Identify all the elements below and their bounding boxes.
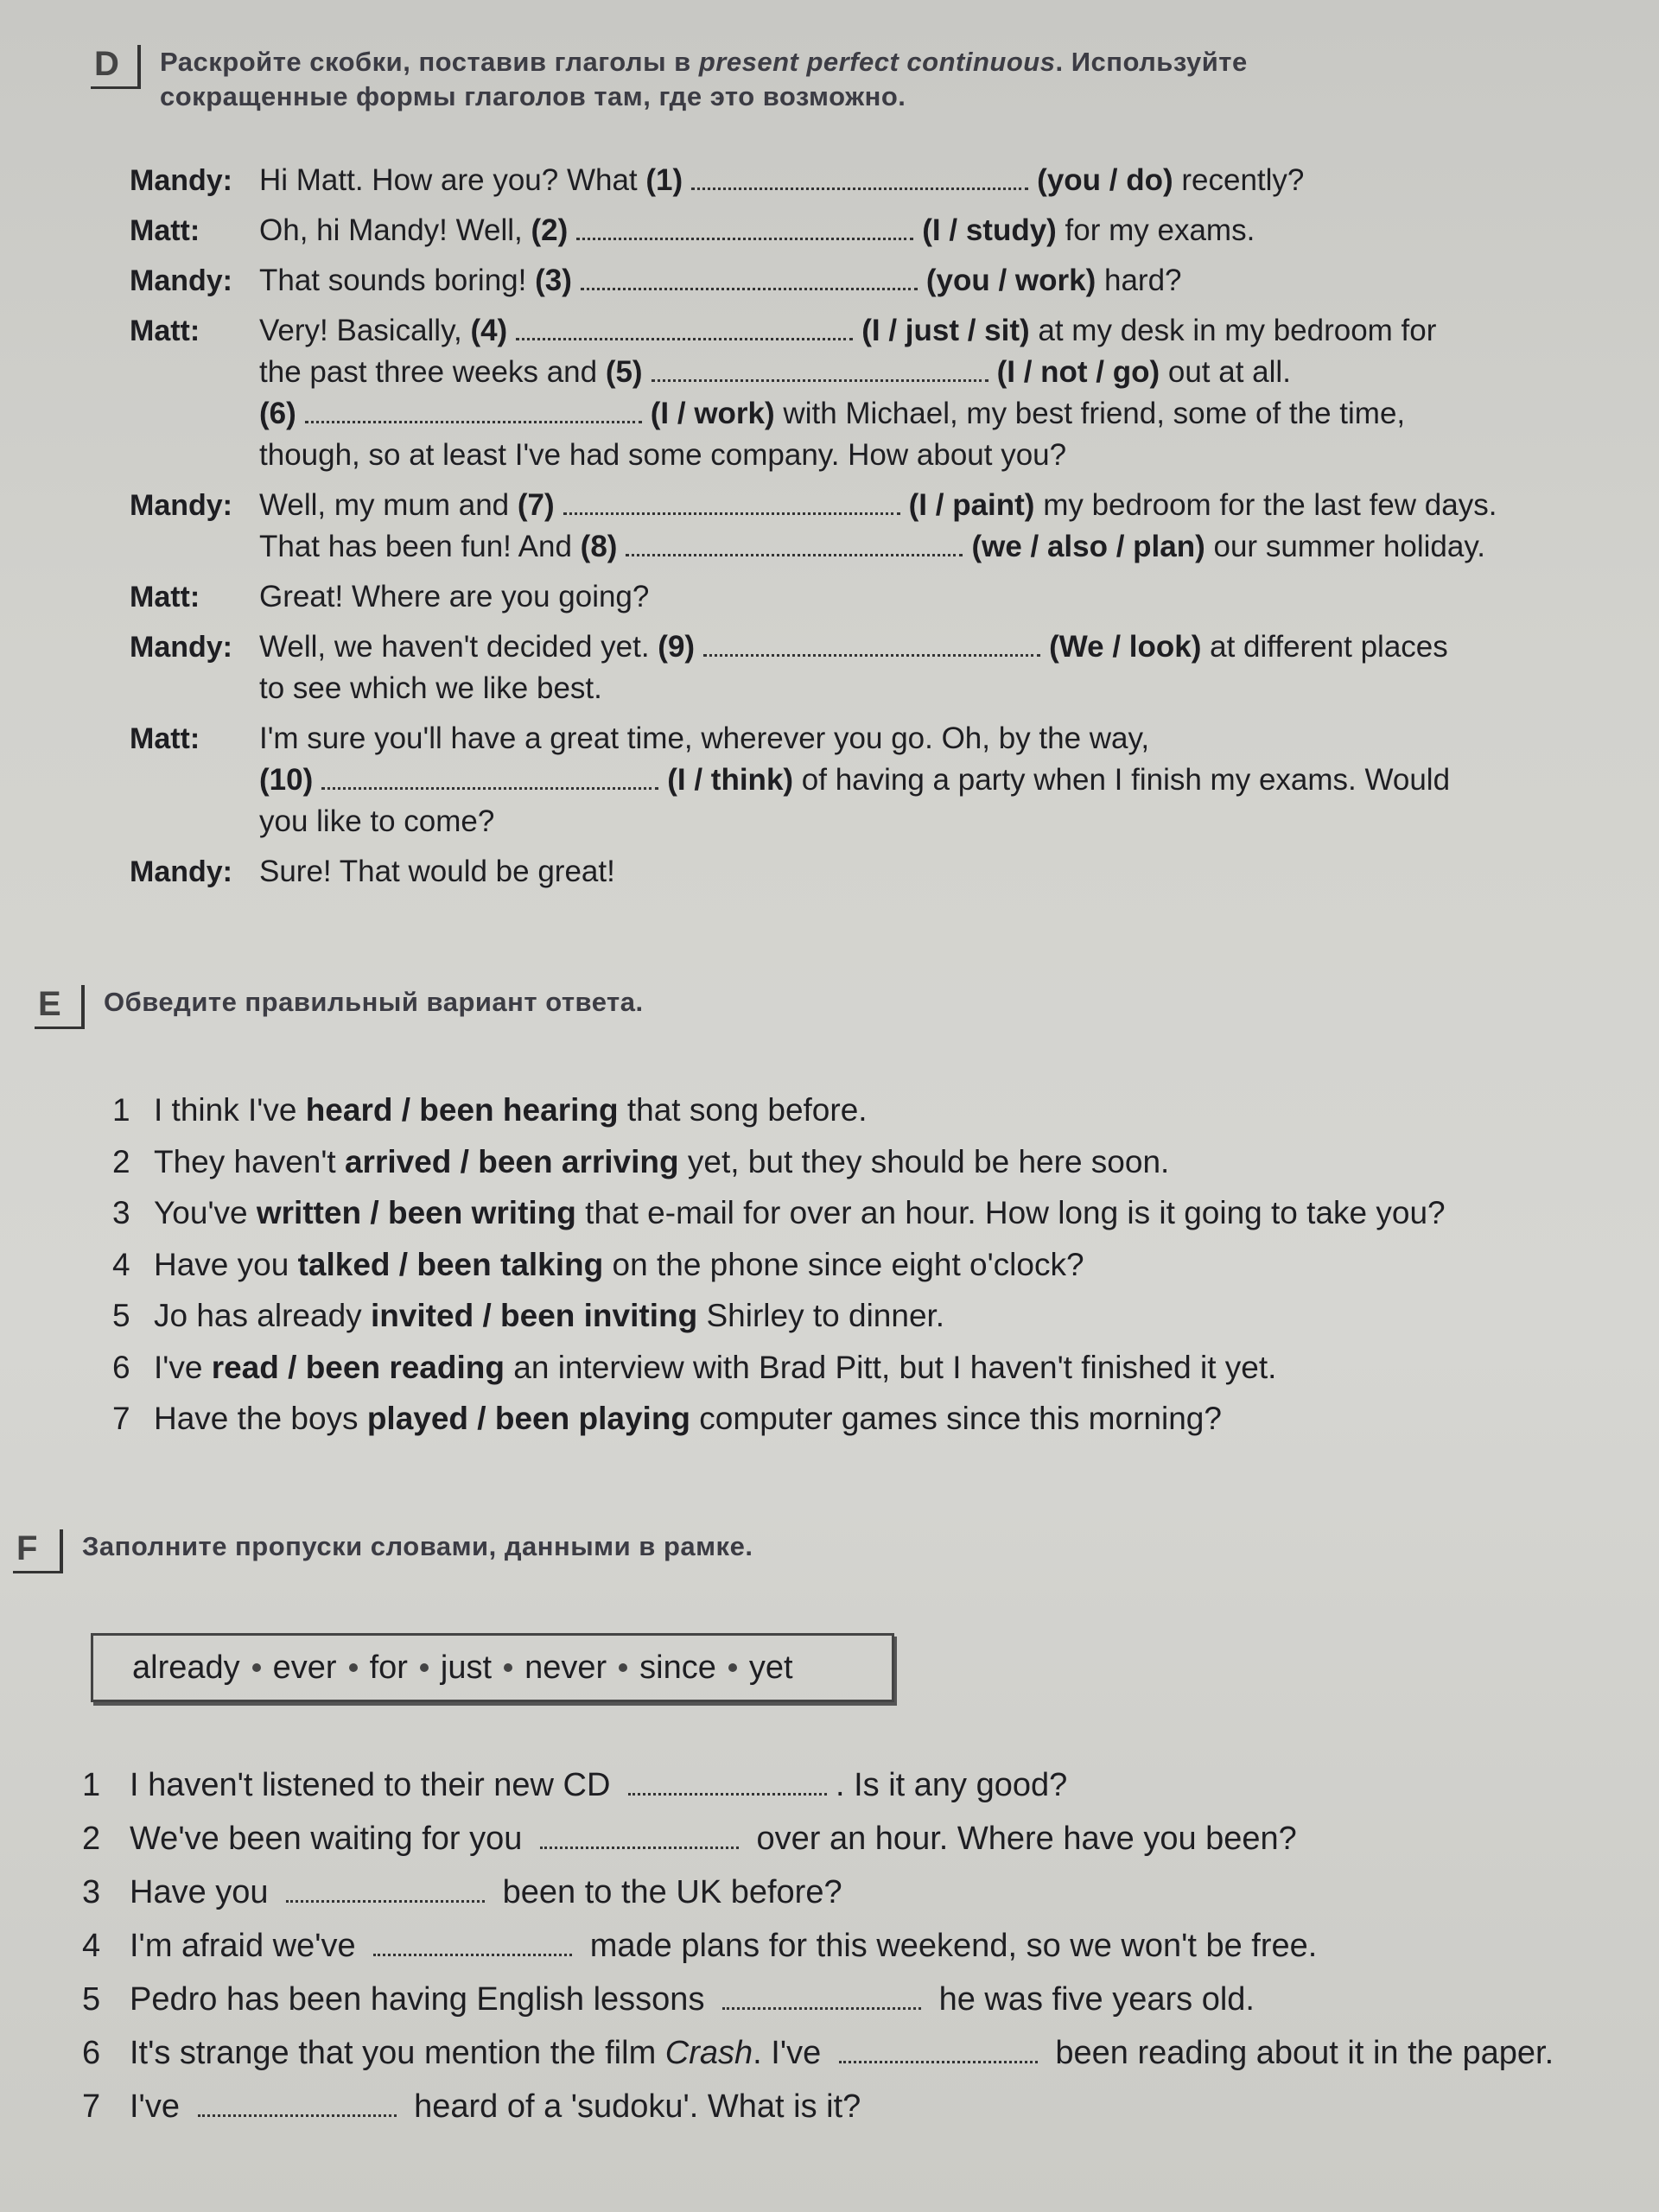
turn-lines bbox=[259, 260, 1581, 302]
list-item bbox=[82, 1866, 1603, 1919]
list-item bbox=[82, 1919, 1603, 1973]
item-text bbox=[130, 1866, 842, 1919]
dialogue-line bbox=[259, 801, 1581, 842]
word-option: for bbox=[369, 1649, 408, 1686]
answer-options[interactable]: written / been writing bbox=[256, 1195, 576, 1230]
bullet-icon bbox=[349, 1663, 358, 1672]
line-text: Sure! That would be great! bbox=[259, 855, 615, 888]
dialogue-line bbox=[259, 526, 1581, 568]
verb-hint: (we / also / plan) bbox=[971, 530, 1205, 563]
dialogue-turn bbox=[130, 160, 1581, 201]
answer-blank[interactable] bbox=[628, 1769, 827, 1796]
answer-blank[interactable] bbox=[581, 264, 918, 290]
answer-blank[interactable] bbox=[540, 1822, 739, 1849]
line-text: for my exams. bbox=[1056, 213, 1255, 247]
dialogue-line bbox=[259, 718, 1581, 760]
speaker-label: Mandy: bbox=[130, 855, 232, 888]
verb-hint: (I / just / sit) bbox=[861, 314, 1030, 347]
speaker-label: Matt: bbox=[130, 214, 200, 247]
line-text: though, so at least I've had some company. How about you? bbox=[259, 438, 1067, 472]
dialogue-line bbox=[259, 626, 1581, 668]
item-number: 7 bbox=[112, 1401, 130, 1436]
line-text: our summer holiday. bbox=[1205, 530, 1485, 563]
item-number: 6 bbox=[82, 2035, 101, 2071]
sentence-start: I've bbox=[130, 2088, 189, 2125]
dialogue-turn bbox=[130, 718, 1581, 842]
list-item bbox=[112, 1393, 1581, 1445]
gap-number: (2) bbox=[531, 213, 569, 247]
dialogue-line bbox=[259, 210, 1581, 251]
word-option: yet bbox=[748, 1649, 793, 1686]
item-text bbox=[130, 2026, 1554, 2080]
dialogue-line bbox=[259, 851, 1581, 893]
dialogue-turn bbox=[130, 851, 1581, 893]
section-e-header bbox=[35, 985, 644, 1029]
section-f-letter: F bbox=[13, 1529, 63, 1573]
bullet-icon bbox=[504, 1663, 512, 1672]
sentence-start: We've been waiting for you bbox=[130, 1821, 531, 1857]
word-option: just bbox=[440, 1649, 493, 1686]
line-text: at my desk in my bedroom for bbox=[1029, 314, 1437, 347]
speaker-label: Matt: bbox=[130, 315, 200, 347]
exercise-e-list bbox=[112, 1084, 1581, 1445]
sentence-start: It's strange that you mention the film bbox=[130, 2035, 665, 2071]
speaker-label: Mandy: bbox=[130, 631, 232, 664]
section-f-header bbox=[13, 1529, 753, 1573]
bullet-icon bbox=[619, 1663, 627, 1672]
section-d-header bbox=[91, 45, 1352, 114]
item-number: 4 bbox=[112, 1246, 130, 1282]
instruction-text-end: . Используйте сокращенные формы глаголов там, где это возможно. bbox=[160, 47, 1248, 111]
item-text bbox=[130, 1973, 1255, 2026]
section-d-instruction bbox=[160, 45, 1352, 114]
dialogue-line bbox=[259, 260, 1581, 302]
line-text: hard? bbox=[1096, 264, 1182, 297]
list-item bbox=[112, 1187, 1581, 1239]
sentence-start: I think I've bbox=[154, 1092, 306, 1128]
list-item bbox=[82, 2080, 1603, 2133]
item-text bbox=[154, 1136, 1169, 1188]
dialogue-line bbox=[259, 576, 1581, 618]
section-d-letter: D bbox=[91, 45, 141, 89]
sentence-end: made plans for this weekend, so we won't be free. bbox=[581, 1928, 1318, 1964]
item-text bbox=[130, 1919, 1317, 1973]
line-text: That sounds boring! bbox=[259, 264, 536, 297]
turn-lines bbox=[259, 485, 1581, 568]
sentence-end: on the phone since eight o'clock? bbox=[603, 1246, 1084, 1282]
film-title: Crash bbox=[664, 2035, 753, 2071]
item-text bbox=[130, 2080, 861, 2133]
answer-options[interactable]: arrived / been arriving bbox=[344, 1143, 679, 1179]
dialogue-line bbox=[259, 435, 1581, 476]
gap-number: (3) bbox=[535, 264, 572, 297]
sentence-mid: . I've bbox=[753, 2035, 830, 2071]
sentence-end: that song before. bbox=[618, 1092, 868, 1128]
gap-number: (6) bbox=[259, 397, 296, 430]
list-item bbox=[112, 1084, 1581, 1136]
item-text bbox=[130, 1812, 1297, 1866]
gap-number: (5) bbox=[605, 355, 643, 389]
answer-options[interactable]: played / been playing bbox=[366, 1401, 691, 1436]
dialogue-line bbox=[259, 668, 1581, 709]
line-text: Oh, hi Mandy! Well, bbox=[259, 213, 531, 247]
answer-blank[interactable] bbox=[286, 1876, 485, 1903]
line-text: Very! Basically, bbox=[259, 314, 471, 347]
item-number: 5 bbox=[82, 1981, 101, 2018]
verb-hint: (I / paint) bbox=[908, 488, 1035, 522]
sentence-start: Have you bbox=[130, 1874, 278, 1910]
instruction-italic: present perfect continuous bbox=[698, 47, 1056, 77]
turn-lines bbox=[259, 576, 1581, 618]
dialogue-turn bbox=[130, 485, 1581, 568]
sentence-start: I've bbox=[154, 1349, 212, 1385]
line-text: I'm sure you'll have a great time, wherever you go. Oh, by the way, bbox=[259, 721, 1150, 755]
answer-blank[interactable] bbox=[691, 163, 1028, 190]
sentence-start: I haven't listened to their new CD bbox=[130, 1767, 620, 1803]
list-item bbox=[112, 1290, 1581, 1342]
answer-options[interactable]: read / been reading bbox=[211, 1349, 505, 1385]
sentence-end: over an hour. Where have you been? bbox=[747, 1821, 1297, 1857]
sentence-start: Pedro has been having English lessons bbox=[130, 1981, 715, 2018]
answer-blank[interactable] bbox=[703, 630, 1040, 657]
line-text: with Michael, my best friend, some of the time, bbox=[774, 397, 1406, 430]
line-text: at different places bbox=[1201, 630, 1448, 664]
speaker-label: Matt: bbox=[130, 722, 200, 755]
answer-blank[interactable] bbox=[652, 355, 988, 382]
sentence-end: been reading about it in the paper. bbox=[1046, 2035, 1554, 2071]
item-number: 5 bbox=[112, 1298, 130, 1333]
dialogue-line bbox=[259, 160, 1581, 201]
answer-blank[interactable] bbox=[576, 213, 913, 240]
line-text: Hi Matt. How are you? What bbox=[259, 163, 646, 197]
turn-lines bbox=[259, 210, 1581, 251]
answer-options[interactable]: heard / been hearing bbox=[305, 1092, 619, 1128]
word-option: ever bbox=[272, 1649, 337, 1686]
turn-lines bbox=[259, 626, 1581, 709]
answer-blank[interactable] bbox=[321, 763, 658, 790]
line-text: of having a party when I finish my exams. Would bbox=[793, 763, 1451, 797]
verb-hint: (I / not / go) bbox=[996, 355, 1160, 389]
item-number: 6 bbox=[112, 1349, 130, 1385]
item-number: 3 bbox=[82, 1874, 101, 1910]
sentence-start: You've bbox=[154, 1195, 257, 1230]
speaker-label: Mandy: bbox=[130, 264, 232, 297]
verb-hint: (you / do) bbox=[1037, 163, 1173, 197]
list-item bbox=[82, 1758, 1603, 1812]
dialogue-line bbox=[259, 310, 1581, 352]
item-number: 3 bbox=[112, 1195, 130, 1230]
item-number: 4 bbox=[82, 1928, 101, 1964]
item-text bbox=[154, 1084, 868, 1136]
line-text: Great! Where are you going? bbox=[259, 580, 650, 613]
sentence-start: Have you bbox=[154, 1246, 298, 1282]
dialogue-line bbox=[259, 352, 1581, 393]
verb-hint: (I / work) bbox=[650, 397, 775, 430]
verb-hint: (I / think) bbox=[667, 763, 794, 797]
item-text bbox=[154, 1239, 1084, 1291]
dialogue-turn bbox=[130, 626, 1581, 709]
word-option: since bbox=[639, 1649, 716, 1686]
dialogue-line bbox=[259, 393, 1581, 435]
dialogue-line bbox=[259, 760, 1581, 801]
bullet-icon bbox=[252, 1663, 261, 1672]
sentence-end: . Is it any good? bbox=[836, 1767, 1068, 1803]
item-text bbox=[154, 1393, 1222, 1445]
item-number: 1 bbox=[112, 1092, 130, 1128]
turn-lines bbox=[259, 310, 1581, 476]
speaker-label: Matt: bbox=[130, 581, 200, 613]
word-option: already bbox=[132, 1649, 240, 1686]
sentence-end: computer games since this morning? bbox=[690, 1401, 1222, 1436]
line-text: Well, my mum and bbox=[259, 488, 518, 522]
answer-blank[interactable] bbox=[198, 2090, 397, 2117]
dialogue-turn bbox=[130, 310, 1581, 476]
verb-hint: (I / study) bbox=[922, 213, 1057, 247]
answer-blank[interactable] bbox=[305, 397, 642, 423]
instruction-text: Раскройте скобки, поставив глаголы в bbox=[160, 47, 699, 77]
dialogue bbox=[130, 160, 1581, 901]
line-text: Well, we haven't decided yet. bbox=[259, 630, 658, 664]
item-number: 7 bbox=[82, 2088, 101, 2125]
turn-lines bbox=[259, 718, 1581, 842]
verb-hint: (you / work) bbox=[925, 264, 1096, 297]
list-item bbox=[82, 1812, 1603, 1866]
gap-number: (8) bbox=[580, 530, 618, 563]
answer-blank[interactable] bbox=[373, 1929, 572, 1956]
exercise-f-list bbox=[82, 1758, 1603, 2133]
line-text: to see which we like best. bbox=[259, 671, 602, 705]
speaker-label: Mandy: bbox=[130, 489, 232, 522]
line-text: recently? bbox=[1173, 163, 1305, 197]
sentence-start: They haven't bbox=[154, 1143, 345, 1179]
dialogue-line bbox=[259, 485, 1581, 526]
sentence-start: Jo has already bbox=[154, 1298, 371, 1333]
sentence-end: yet, but they should be here soon. bbox=[678, 1143, 1170, 1179]
item-number: 2 bbox=[82, 1821, 101, 1857]
item-number: 1 bbox=[82, 1767, 101, 1803]
line-text: my bedroom for the last few days. bbox=[1034, 488, 1497, 522]
sentence-end: he was five years old. bbox=[930, 1981, 1255, 2018]
section-f-instruction: Заполните пропуски словами, данными в рамке. bbox=[82, 1531, 753, 1561]
sentence-end: been to the UK before? bbox=[493, 1874, 842, 1910]
sentence-start: I'm afraid we've bbox=[130, 1928, 365, 1964]
item-text bbox=[130, 1758, 1067, 1812]
turn-lines bbox=[259, 851, 1581, 893]
line-text: you like to come? bbox=[259, 804, 495, 838]
turn-lines bbox=[259, 160, 1581, 201]
dialogue-turn bbox=[130, 210, 1581, 251]
section-e-letter: E bbox=[35, 985, 85, 1029]
answer-blank[interactable] bbox=[563, 488, 900, 515]
gap-number: (10) bbox=[259, 763, 314, 797]
answer-blank[interactable] bbox=[839, 2037, 1038, 2063]
item-text bbox=[154, 1290, 944, 1342]
word-option: never bbox=[524, 1649, 607, 1686]
section-e-instruction: Обведите правильный вариант ответа. bbox=[104, 987, 644, 1017]
gap-number: (4) bbox=[470, 314, 508, 347]
list-item bbox=[112, 1239, 1581, 1291]
sentence-end: an interview with Brad Pitt, but I haven't finished it yet. bbox=[504, 1349, 1277, 1385]
bullet-icon bbox=[728, 1663, 737, 1672]
verb-hint: (We / look) bbox=[1049, 630, 1202, 664]
bullet-icon bbox=[420, 1663, 429, 1672]
line-text: the past three weeks and bbox=[259, 355, 606, 389]
answer-options[interactable]: invited / been inviting bbox=[370, 1298, 698, 1333]
sentence-start: Have the boys bbox=[154, 1401, 367, 1436]
item-number: 2 bbox=[112, 1143, 130, 1179]
answer-blank[interactable] bbox=[626, 530, 963, 556]
list-item bbox=[112, 1342, 1581, 1394]
sentence-end: that e-mail for over an hour. How long is it going to take you? bbox=[575, 1195, 1446, 1230]
list-item bbox=[112, 1136, 1581, 1188]
answer-options[interactable]: talked / been talking bbox=[297, 1246, 604, 1282]
sentence-end: heard of a 'sudoku'. What is it? bbox=[404, 2088, 861, 2125]
line-text: That has been fun! And bbox=[259, 530, 581, 563]
word-box bbox=[91, 1633, 894, 1702]
gap-number: (7) bbox=[517, 488, 555, 522]
item-text bbox=[154, 1187, 1446, 1239]
sentence-end: Shirley to dinner. bbox=[697, 1298, 945, 1333]
list-item bbox=[82, 1973, 1603, 2026]
dialogue-turn bbox=[130, 260, 1581, 302]
gap-number: (1) bbox=[645, 163, 683, 197]
item-text bbox=[154, 1342, 1276, 1394]
gap-number: (9) bbox=[658, 630, 696, 664]
speaker-label: Mandy: bbox=[130, 164, 232, 197]
line-text: out at all. bbox=[1160, 355, 1291, 389]
answer-blank[interactable] bbox=[722, 1983, 921, 2010]
answer-blank[interactable] bbox=[516, 314, 853, 340]
dialogue-turn bbox=[130, 576, 1581, 618]
list-item bbox=[82, 2026, 1603, 2080]
